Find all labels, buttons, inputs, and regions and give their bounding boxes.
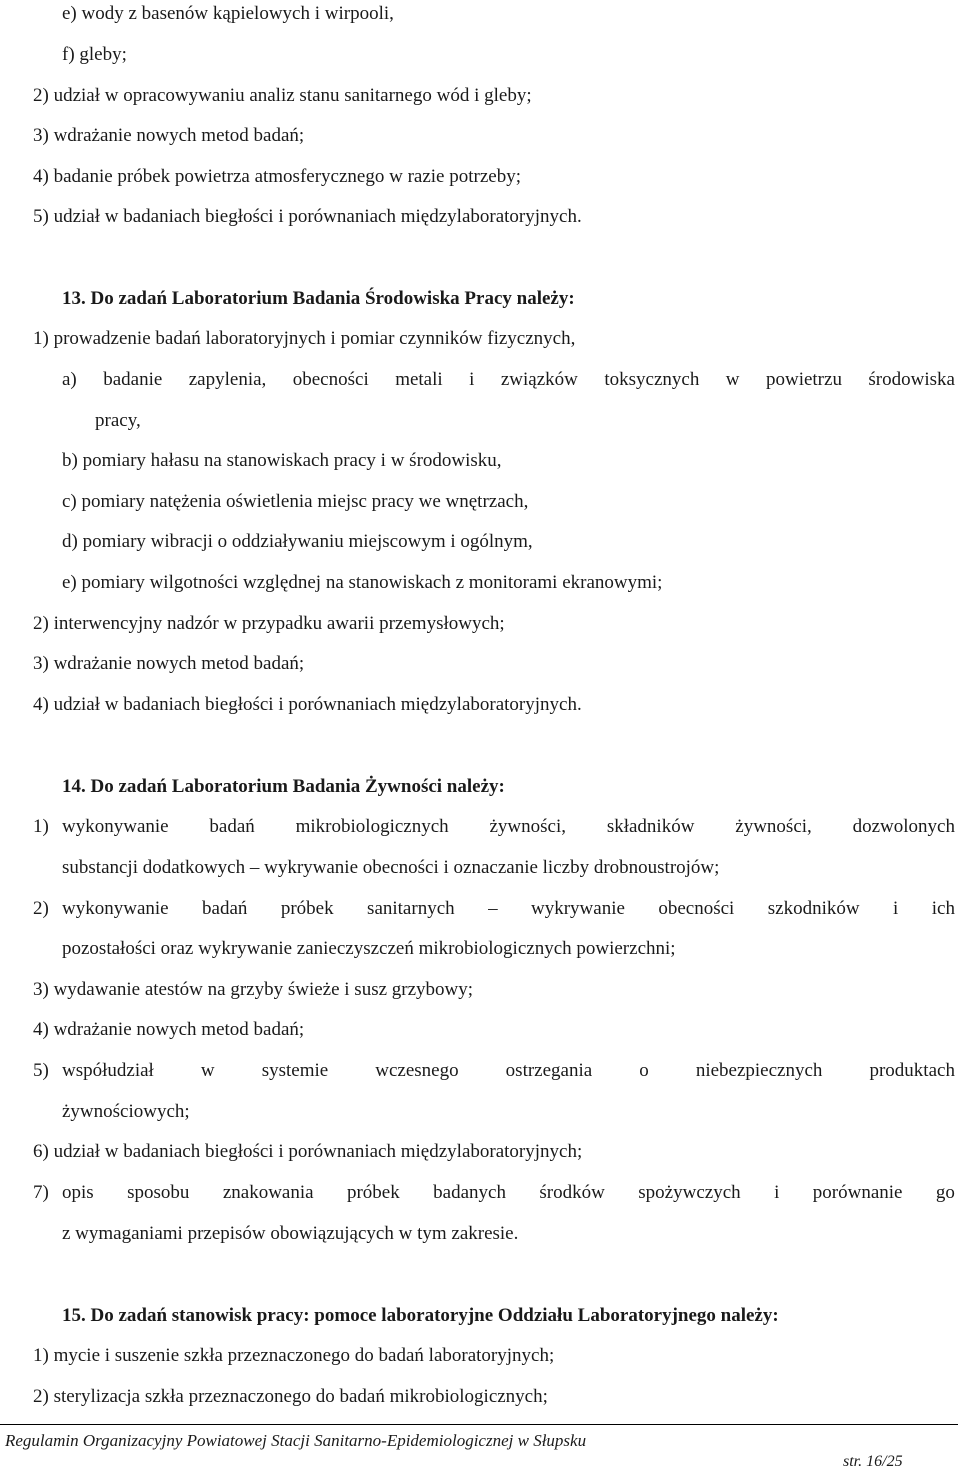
justified-word: badanych [433, 1182, 506, 1203]
section-13-item-3: 3) wdrażanie nowych metod badań; [33, 653, 305, 674]
section-15-heading: 15. Do zadań stanowisk pracy: pomoce laboratoryjne Oddziału Laboratoryjnego należy: [62, 1305, 779, 1326]
justified-word: ostrzegania [505, 1060, 593, 1081]
justified-word: wykrywanie [531, 898, 625, 919]
justified-word: badań [202, 898, 248, 919]
justified-word: a) [62, 369, 77, 390]
justified-word: powietrzu [765, 369, 842, 390]
justified-word: go [935, 1182, 955, 1203]
section-14-item-1-num: 1) [33, 816, 49, 837]
section-14-item-1 [62, 815, 955, 839]
section-14-item-7-cont: z wymaganiami przepisów obowiązujących w tym zakresie. [62, 1223, 519, 1244]
section-13-sub-a-cont: pracy, [95, 410, 141, 431]
justified-word: badań [209, 816, 255, 837]
section-14-item-7-num: 7) [33, 1182, 49, 1203]
section-13-sub-c: c) pomiary natężenia oświetlenia miejsc pracy we wnętrzach, [62, 491, 529, 512]
justified-word: produktach [869, 1060, 955, 1081]
justified-word: i [774, 1182, 780, 1203]
justified-word: żywności, [489, 816, 566, 837]
footer-text: Regulamin Organizacyjny Powiatowej Stacji Sanitarno-Epidemiologicznej w Słupsku [5, 1431, 587, 1450]
section-14-item-2-cont: pozostałości oraz wykrywanie zanieczyszczeń mikrobiologicznych powierzchni; [62, 938, 676, 959]
section-13-heading: 13. Do zadań Laboratorium Badania Środowiska Pracy należy: [62, 288, 575, 309]
list-item-2: 2) udział w opracowywaniu analiz stanu sanitarnego wód i gleby; [33, 85, 532, 106]
justified-word: opis [62, 1182, 94, 1203]
page-number: str. 16/25 [843, 1453, 903, 1470]
section-14-heading: 14. Do zadań Laboratorium Badania Żywności należy: [62, 776, 505, 797]
justified-word: obecności [292, 369, 369, 390]
justified-word: – [488, 898, 498, 919]
section-13-sub-a [62, 368, 955, 392]
justified-word: współudział [62, 1060, 154, 1081]
justified-word: związków [500, 369, 578, 390]
justified-word: porównanie [812, 1182, 903, 1203]
section-14-item-6: 6) udział w badaniach biegłości i porównaniach międzylaboratoryjnych; [33, 1141, 583, 1162]
justified-word: systemie [261, 1060, 329, 1081]
section-13-item-2: 2) interwencyjny nadzór w przypadku awarii przemysłowych; [33, 613, 505, 634]
section-14-item-2 [62, 897, 955, 921]
section-14-item-3: 3) wydawanie atestów na grzyby świeże i susz grzybowy; [33, 979, 474, 1000]
footer-rule [0, 1424, 958, 1425]
justified-word: sposobu [127, 1182, 190, 1203]
justified-word: i [893, 898, 899, 919]
section-14-item-1-cont: substancji dodatkowych – wykrywanie obecności i oznaczanie liczby drobnoustrojów; [62, 857, 720, 878]
justified-word: toksycznych [604, 369, 700, 390]
section-14-item-2-num: 2) [33, 898, 49, 919]
justified-word: spożywczych [638, 1182, 741, 1203]
justified-word: o [639, 1060, 649, 1081]
justified-word: ich [931, 898, 955, 919]
justified-word: obecności [658, 898, 735, 919]
section-13-item-4: 4) udział w badaniach biegłości i porównaniach międzylaboratoryjnych. [33, 694, 582, 715]
section-14-item-5-num: 5) [33, 1060, 49, 1081]
justified-word: żywności, [735, 816, 812, 837]
section-14-item-7 [62, 1181, 955, 1205]
justified-word: szkodników [767, 898, 860, 919]
list-item-3: 3) wdrażanie nowych metod badań; [33, 125, 305, 146]
section-14-item-4: 4) wdrażanie nowych metod badań; [33, 1019, 305, 1040]
list-item-5: 5) udział w badaniach biegłości i porównaniach międzylaboratoryjnych. [33, 206, 582, 227]
justified-word: składników [606, 816, 695, 837]
justified-word: dozwolonych [852, 816, 955, 837]
list-item-4: 4) badanie próbek powietrza atmosferycznego w razie potrzeby; [33, 166, 521, 187]
justified-word: środowiska [868, 369, 955, 390]
section-15-item-1: 1) mycie i suszenie szkła przeznaczonego do badań laboratoryjnych; [33, 1345, 555, 1366]
justified-word: w [725, 369, 740, 390]
justified-word: wykonywanie [62, 898, 169, 919]
section-15-item-2: 2) sterylizacja szkła przeznaczonego do badań mikrobiologicznych; [33, 1386, 548, 1407]
section-14-item-5-cont: żywnościowych; [62, 1101, 190, 1122]
section-13-sub-d: d) pomiary wibracji o oddziaływaniu miejscowym i ogólnym, [62, 531, 533, 552]
list-item-f-gleby: f) gleby; [62, 44, 127, 65]
justified-word: środków [539, 1182, 605, 1203]
justified-word: znakowania [222, 1182, 314, 1203]
section-13-sub-e: e) pomiary wilgotności względnej na stanowiskach z monitorami ekranowymi; [62, 572, 663, 593]
justified-word: niebezpiecznych [695, 1060, 823, 1081]
list-item-e-wody: e) wody z basenów kąpielowych i wirpooli, [62, 3, 394, 24]
justified-word: i [469, 369, 475, 390]
section-14-item-5 [62, 1059, 955, 1083]
justified-word: wykonywanie [62, 816, 169, 837]
justified-word: mikrobiologicznych [295, 816, 449, 837]
section-13-item-1: 1) prowadzenie badań laboratoryjnych i pomiar czynników fizycznych, [33, 328, 576, 349]
justified-word: sanitarnych [367, 898, 455, 919]
justified-word: w [200, 1060, 215, 1081]
section-13-sub-b: b) pomiary hałasu na stanowiskach pracy i w środowisku, [62, 450, 502, 471]
justified-word: zapylenia, [188, 369, 267, 390]
justified-word: próbek [346, 1182, 400, 1203]
justified-word: badanie [103, 369, 163, 390]
justified-word: próbek [280, 898, 334, 919]
justified-word: wczesnego [375, 1060, 459, 1081]
justified-word: metali [395, 369, 443, 390]
